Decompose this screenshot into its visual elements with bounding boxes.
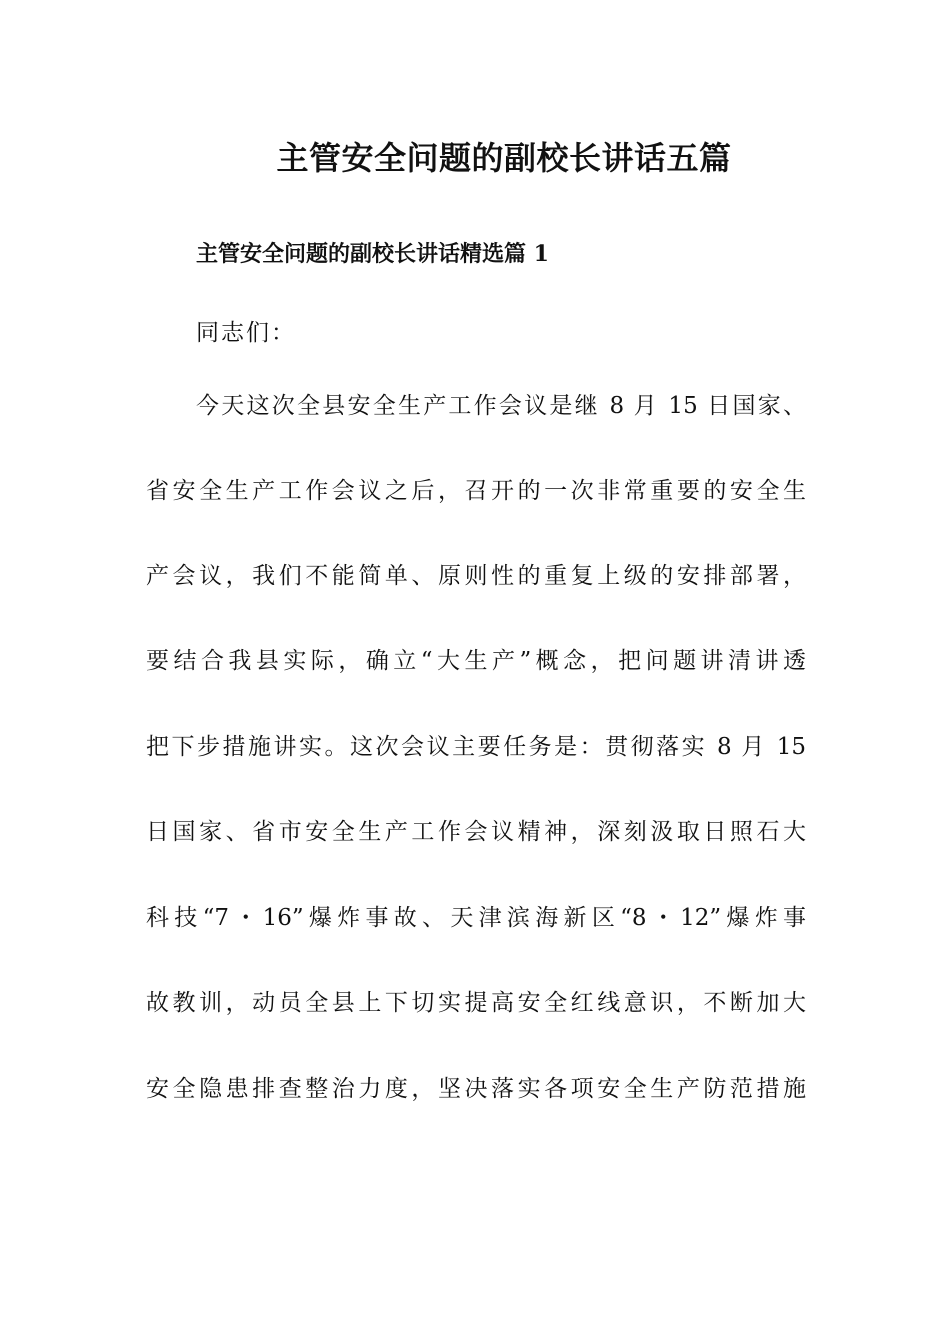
body-line: 产会议，我们不能简单、原则性的重复上级的安排部署， bbox=[146, 563, 806, 589]
body-line: 今天这次全县安全生产工作会议是继 8 月 15 日国家、 bbox=[196, 393, 806, 419]
salutation: 同志们： bbox=[196, 320, 296, 346]
body-line: 把下步措施讲实。这次会议主要任务是：贯彻落实 8 月 15 bbox=[146, 734, 806, 760]
body-line: 安全隐患排查整治力度，坚决落实各项安全生产防范措施 bbox=[146, 1076, 806, 1102]
body-line: 故教训，动员全县上下切实提高安全红线意识，不断加大 bbox=[146, 990, 806, 1016]
document-title: 主管安全问题的副校长讲话五篇 bbox=[276, 139, 732, 177]
body-line: 科技“7・16”爆炸事故、天津滨海新区“8・12”爆炸事 bbox=[146, 905, 806, 931]
section-heading: 主管安全问题的副校长讲话精选篇 1 bbox=[196, 241, 549, 267]
body-line: 日国家、省市安全生产工作会议精神，深刻汲取日照石大 bbox=[146, 819, 806, 845]
body-line: 省安全生产工作会议之后，召开的一次非常重要的安全生 bbox=[146, 478, 806, 504]
body-line: 要结合我县实际，确立“大生产”概念，把问题讲清讲透 bbox=[146, 648, 806, 674]
